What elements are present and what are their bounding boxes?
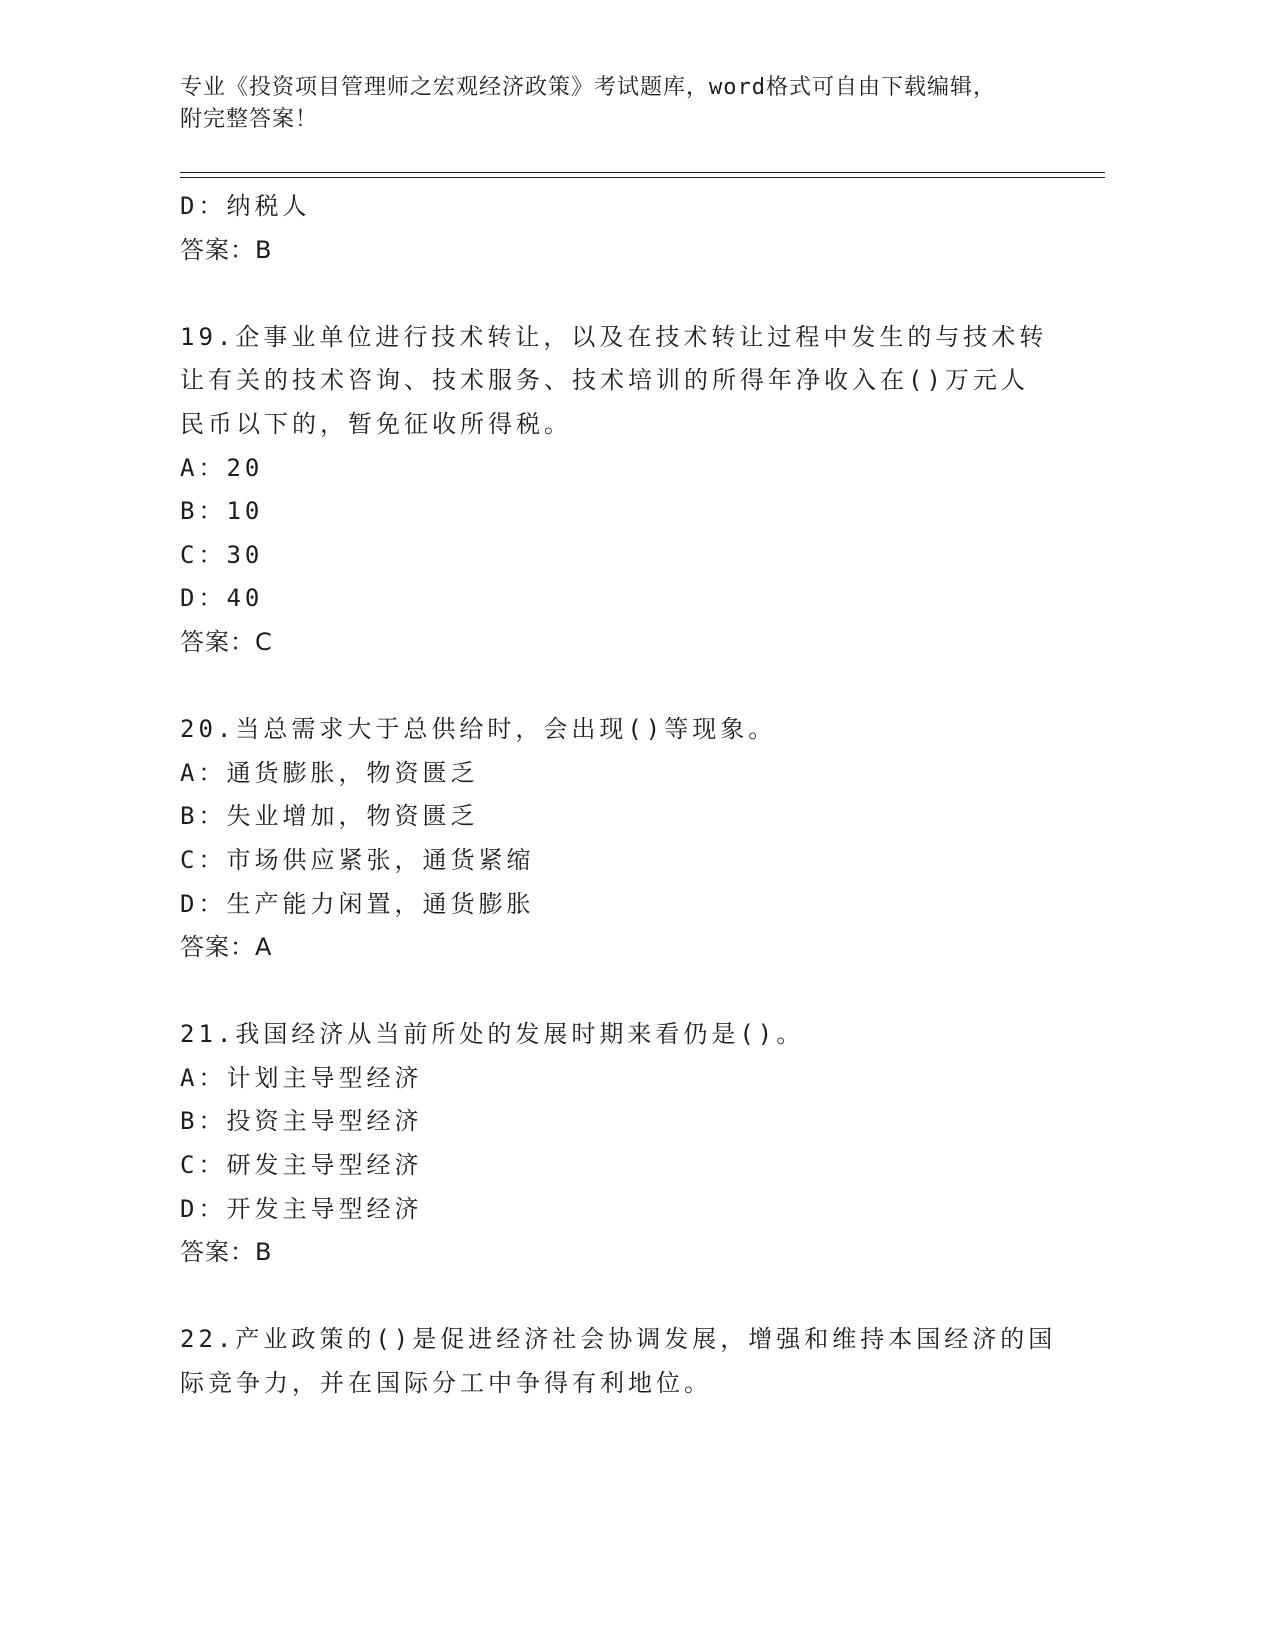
answer-line: 答案：A	[180, 933, 273, 962]
option-b: B：投资主导型经济	[180, 1107, 423, 1136]
option-c: C：30	[180, 540, 264, 569]
question-stem-line: 22.产业政策的()是促进经济社会协调发展，增强和维持本国经济的国	[180, 1325, 1057, 1354]
question-stem-line: 民币以下的，暂免征收所得税。	[180, 409, 572, 438]
question-stem-line: 际竞争力，并在国际分工中争得有利地位。	[180, 1369, 712, 1398]
question-block	[180, 1318, 1057, 1405]
option-c: C：研发主导型经济	[180, 1151, 423, 1180]
question-stem-line: 让有关的技术咨询、技术服务、技术培训的所得年净收入在()万元人	[180, 366, 1029, 395]
option-a: A：通货膨胀，物资匮乏	[180, 758, 479, 787]
option-b: B：失业增加，物资匮乏	[180, 802, 479, 831]
option-a: A：20	[180, 453, 264, 482]
answer-line: 答案：B	[180, 235, 273, 264]
option-d: D：开发主导型经济	[180, 1194, 423, 1223]
question-block	[180, 1013, 1040, 1275]
option-d: D：生产能力闲置，通货膨胀	[180, 889, 535, 918]
question-stem-line: 21.我国经济从当前所处的发展时期来看仍是()。	[180, 1020, 805, 1049]
question-content	[180, 185, 1057, 1406]
question-stem-line: 19.企事业单位进行技术转让，以及在技术转让过程中发生的与技术转	[180, 322, 1048, 351]
answer-line: 答案：C	[180, 627, 273, 656]
spacer	[180, 970, 1040, 1014]
option-d: D：40	[180, 584, 264, 613]
option-d: D：纳税人	[180, 192, 311, 220]
header-line-1: 专业《投资项目管理师之宏观经济政策》考试题库，word格式可自由下载编辑，	[180, 75, 996, 100]
header-divider-bottom	[180, 177, 1105, 178]
question-block	[180, 708, 1040, 970]
document-header	[180, 72, 1080, 136]
option-c: C：市场供应紧张，通货紧缩	[180, 845, 535, 874]
spacer	[180, 1275, 1040, 1319]
question-block	[180, 316, 1048, 665]
spacer	[180, 665, 1040, 709]
option-b: B：10	[180, 497, 264, 526]
spacer	[180, 272, 1040, 316]
question-stem-line: 20.当总需求大于总供给时，会出现()等现象。	[180, 715, 777, 744]
header-divider-top	[180, 172, 1105, 173]
option-a: A：计划主导型经济	[180, 1063, 423, 1092]
header-line-2: 附完整答案！	[180, 107, 319, 132]
answer-line: 答案：B	[180, 1238, 273, 1267]
